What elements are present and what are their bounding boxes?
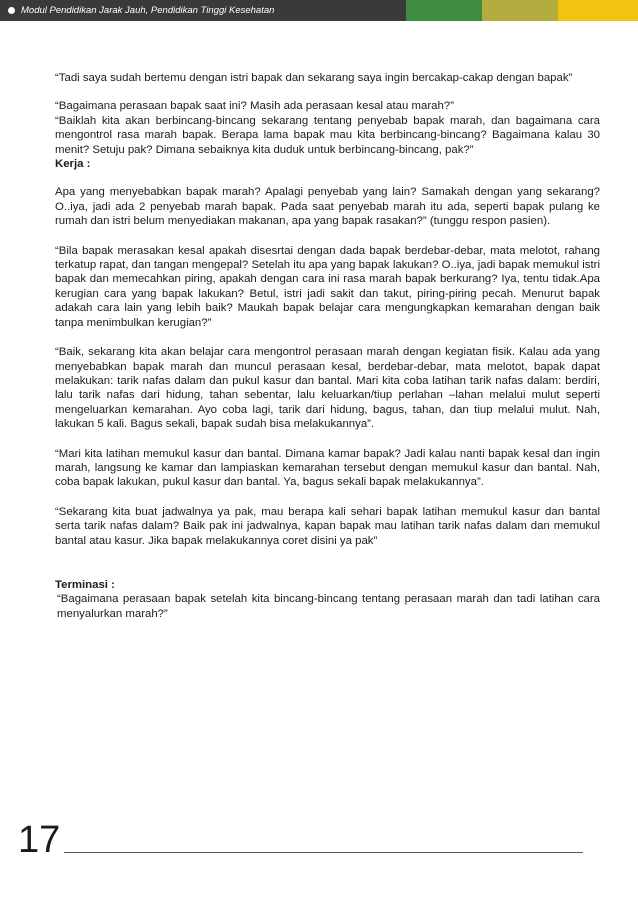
paragraph-schedule: “Sekarang kita buat jadwalnya ya pak, mau berapa kali sehari bapak latihan memukul kasur dan bantal serta tarik nafas dalam? Baik pak ini jadwalnya, kapan bapak mau latihan tarik nafas dalam dan memukul bantal atau kasur. Jika bapak melakukannya coret disini ya pak” — [55, 505, 600, 547]
section-heading-kerja: Kerja : — [55, 158, 91, 171]
header-olive-block — [482, 0, 558, 21]
paragraph-feeling-question: “Bagaimana perasaan bapak saat ini? Masih ada perasaan kesal atau marah?” — [55, 100, 454, 113]
bullet-icon — [8, 7, 15, 14]
page-number: 17 — [18, 819, 61, 861]
paragraph-breathing: “Baik, sekarang kita akan belajar cara mengontrol perasaan marah dengan kegiatan fisik. Kalau ada yang menyebabkan bapak marah dan muncul perasaan kesal, berdebar-debar, mata melotot, bapak dapat melakukan: tarik nafas dalam dan pukul kasur dan bantal. Mari kita coba latihan tarik nafas dalam: berdiri, lalu tarik nafas dari hidung, tahan sebentar, lalu keluarkan/tiup perlahan –lahan melalui mulut seperti mengeluarkan kemarahan. Ayo coba lagi, tarik dari hidung, bagus, tahan, dan tiup melalui mulut. Nah, lakukan 5 kali. Bagus sekali, bapak sudah bisa melakukannya”. — [55, 346, 600, 431]
document-body — [55, 71, 600, 621]
section-heading-terminasi: Terminasi : — [55, 578, 115, 591]
header-yellow-block — [558, 0, 638, 21]
header-bar — [0, 0, 638, 21]
paragraph-intro: “Tadi saya sudah bertemu dengan istri bapak dan sekarang saya ingin bercakap-cakap dengan bapak” — [55, 72, 573, 84]
paragraph-contract: “Baiklah kita akan berbincang-bincang sekarang tentang penyebab bapak marah, dan bagaimana cara mengontrol rasa marah bapak. Berapa lama bapak mau kita berbincang-bincang? Bagaimana kalau 30 menit? Setuju pak? Dimana sebaiknya kita duduk untuk berbincang-bincang, pak?” — [55, 114, 600, 156]
paragraph-pillow: “Mari kita latihan memukul kasur dan bantal. Dimana kamar bapak? Jadi kalau nanti bapak kesal dan ingin marah, langsung ke kamar dan lampiaskan kemarahan tersebut dengan memukul kasur dan bantal. Nah, coba bapak lakukan, pukul kasur dan bantal. Ya, bagus sekali bapak melakukannya”. — [55, 447, 600, 489]
module-title: Modul Pendidikan Jarak Jauh, Pendidikan Tinggi Kesehatan — [21, 5, 275, 16]
paragraph-termination: “Bagaimana perasaan bapak setelah kita bincang-bincang tentang perasaan marah dan tadi latihan cara menyalurkan marah?” — [57, 593, 600, 620]
paragraph-cause: Apa yang menyebabkan bapak marah? Apalagi penyebab yang lain? Samakah dengan yang sekarang? O..iya, jadi ada 2 penyebab marah bapak. Pada saat penyebab marah itu ada, seperti bapak pulang ke rumah dan istri belum menyediakan makanan, apa yang bapak rasakan?” (tunggu respon pasien). — [55, 186, 600, 228]
paragraph-signs: “Bila bapak merasakan kesal apakah disesrtai dengan dada bapak berdebar-debar, mata melotot, rahang terkatup rapat, dan tangan mengepal? Setelah itu apa yang bapak lakukan? O..iya, jadi bapak memukul istri bapak dan memecahkan piring, apakah dengan cara ini rasa marah bapak berkurang? Iya, tentu tidak.Apa kerugian cara yang bapak lakukan? Betul, istri jadi sakit dan takut, piring-piring pecah. Menurut bapak adakah cara lain yang lebih baik? Maukah bapak belajar cara mengungkapkan kemarahan dengan baik tanpa menimbulkan kerugian?” — [55, 244, 600, 329]
footer-rule — [64, 852, 583, 853]
header-green-block — [406, 0, 482, 21]
